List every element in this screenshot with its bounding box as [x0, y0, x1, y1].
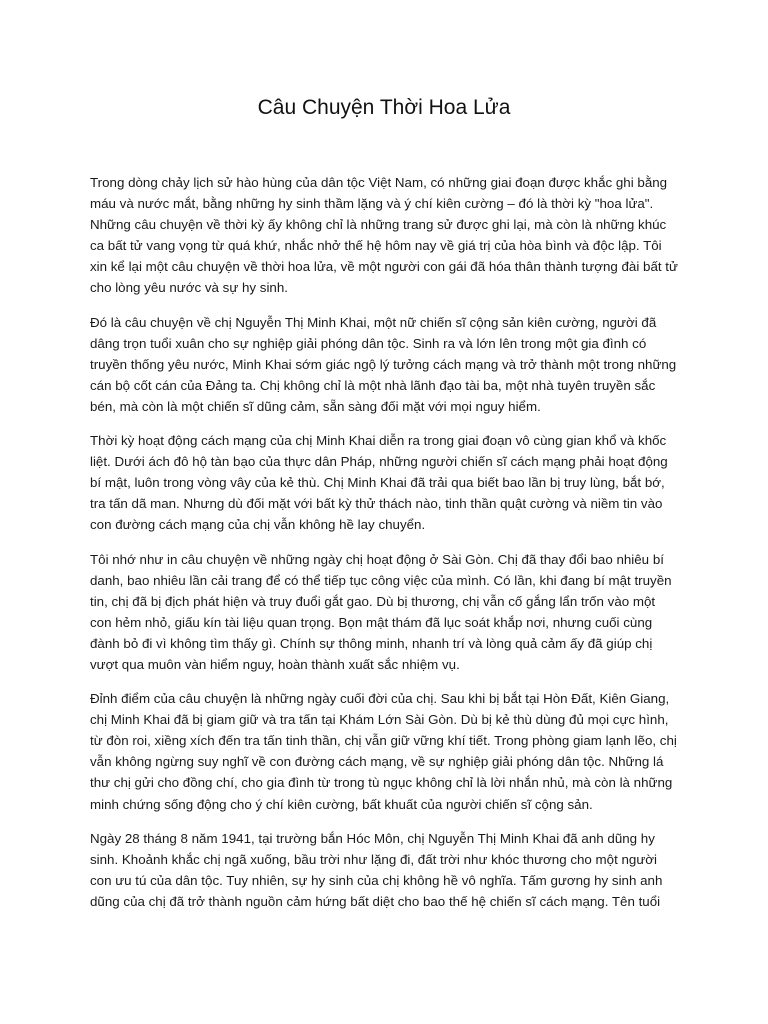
paragraph-revolutionary-period: Thời kỳ hoạt động cách mạng của chị Minh Khai diễn ra trong giai đoạn vô cùng gian khổ và khốc liệt. Dưới ách đô hộ tàn bạo của thực dân Pháp, những người chiến sĩ cách mạng phải hoạt động bí mật, luôn trong vòng vây của kẻ thù. Chị Minh Khai đã trải qua biết bao lần bị truy lùng, bắt bớ, tra tấn dã man. Nhưng dù đối mặt với bất kỳ thử thách nào, tinh thần quật cường và niềm tin vào con đường cách mạng của chị vẫn không hề lay chuyển.: [90, 433, 668, 533]
paragraph-sacrifice: Ngày 28 tháng 8 năm 1941, tại trường bắn Hóc Môn, chị Nguyễn Thị Minh Khai đã anh dũng hy sinh. Khoảnh khắc chị ngã xuống, bầu trời như lặng đi, đất trời như khóc thương cho một người con ưu tú của dân tộc. Tuy nhiên, sự hy sinh của chị không hề vô nghĩa. Tấm gương hy sinh anh dũng của chị đã trở thành nguồn cảm hứng bất diệt cho bao thế hệ chiến sĩ cách mạng. Tên tuổi: [90, 830, 663, 909]
paragraph-saigon-activities: Tôi nhớ như in câu chuyện về những ngày chị hoạt động ở Sài Gòn. Chị đã thay đổi bao nhiêu bí danh, bao nhiêu lần cải trang để có thể tiếp tục công việc của mình. Có lần, khi đang bí mật truyền tin, chị đã bị địch phát hiện và truy đuổi gắt gao. Dù bị thương, chị vẫn cố gắng lẩn trốn vào một con hẻm nhỏ, giấu kín tài liệu quan trọng. Bọn mật thám đã lục soát khắp nơi, nhưng cuối cùng đành bỏ đi vì không tìm thấy gì. Chính sự thông minh, nhanh trí và lòng quả cảm ấy đã giúp chị vượt qua muôn vàn hiểm nguy, hoàn thành xuất sắc nhiệm vụ.: [90, 551, 672, 672]
document-title: Câu Chuyện Thời Hoa Lửa: [257, 96, 511, 119]
paragraph-intro: Trong dòng chảy lịch sử hào hùng của dân tộc Việt Nam, có những giai đoạn được khắc ghi bằng máu và nước mắt, bằng những hy sinh thầm lặng và ý chí kiên cường – đó là thời kỳ "hoa lửa". Những câu chuyện về thời kỳ ấy không chỉ là những trang sử được ghi lại, mà còn là những khúc ca bất tử vang vọng từ quá khứ, nhắc nhở thế hệ hôm nay về giá trị của hòa bình và độc lập. Tôi xin kể lại một câu chuyện về thời hoa lửa, về một người con gái đã hóa thân thành tượng đài bất tử cho lòng yêu nước và sự hy sinh.: [90, 175, 678, 296]
paragraph-minh-khai-intro: Đó là câu chuyện về chị Nguyễn Thị Minh Khai, một nữ chiến sĩ cộng sản kiên cường, người đã dâng trọn tuổi xuân cho sự nghiệp giải phóng dân tộc. Sinh ra và lớn lên trong một gia đình có truyền thống yêu nước, Minh Khai sớm giác ngộ lý tưởng cách mạng và trở thành một trong những cán bộ cốt cán của Đảng ta. Chị không chỉ là một nhà lãnh đạo tài ba, một nhà tuyên truyền sắc bén, mà còn là một chiến sĩ dũng cảm, sẵn sàng đối mặt với mọi nguy hiểm.: [90, 314, 677, 414]
paragraph-final-days: Đỉnh điểm của câu chuyện là những ngày cuối đời của chị. Sau khi bị bắt tại Hòn Đất, Kiên Giang, chị Minh Khai đã bị giam giữ và tra tấn tại Khám Lớn Sài Gòn. Dù bị kẻ thù dùng đủ mọi cực hình, từ đòn roi, xiềng xích đến tra tấn tinh thần, chị vẫn giữ vững khí tiết. Trong phòng giam lạnh lẽo, chị vẫn không ngừng suy nghĩ về con đường cách mạng, về sự nghiệp giải phóng dân tộc. Những lá thư chị gửi cho đồng chí, cho gia đình từ trong tù ngục không chỉ là lời nhắn nhủ, mà còn là những minh chứng sống động cho ý chí kiên cường, bất khuất của người chiến sĩ cộng sản.: [90, 691, 677, 812]
